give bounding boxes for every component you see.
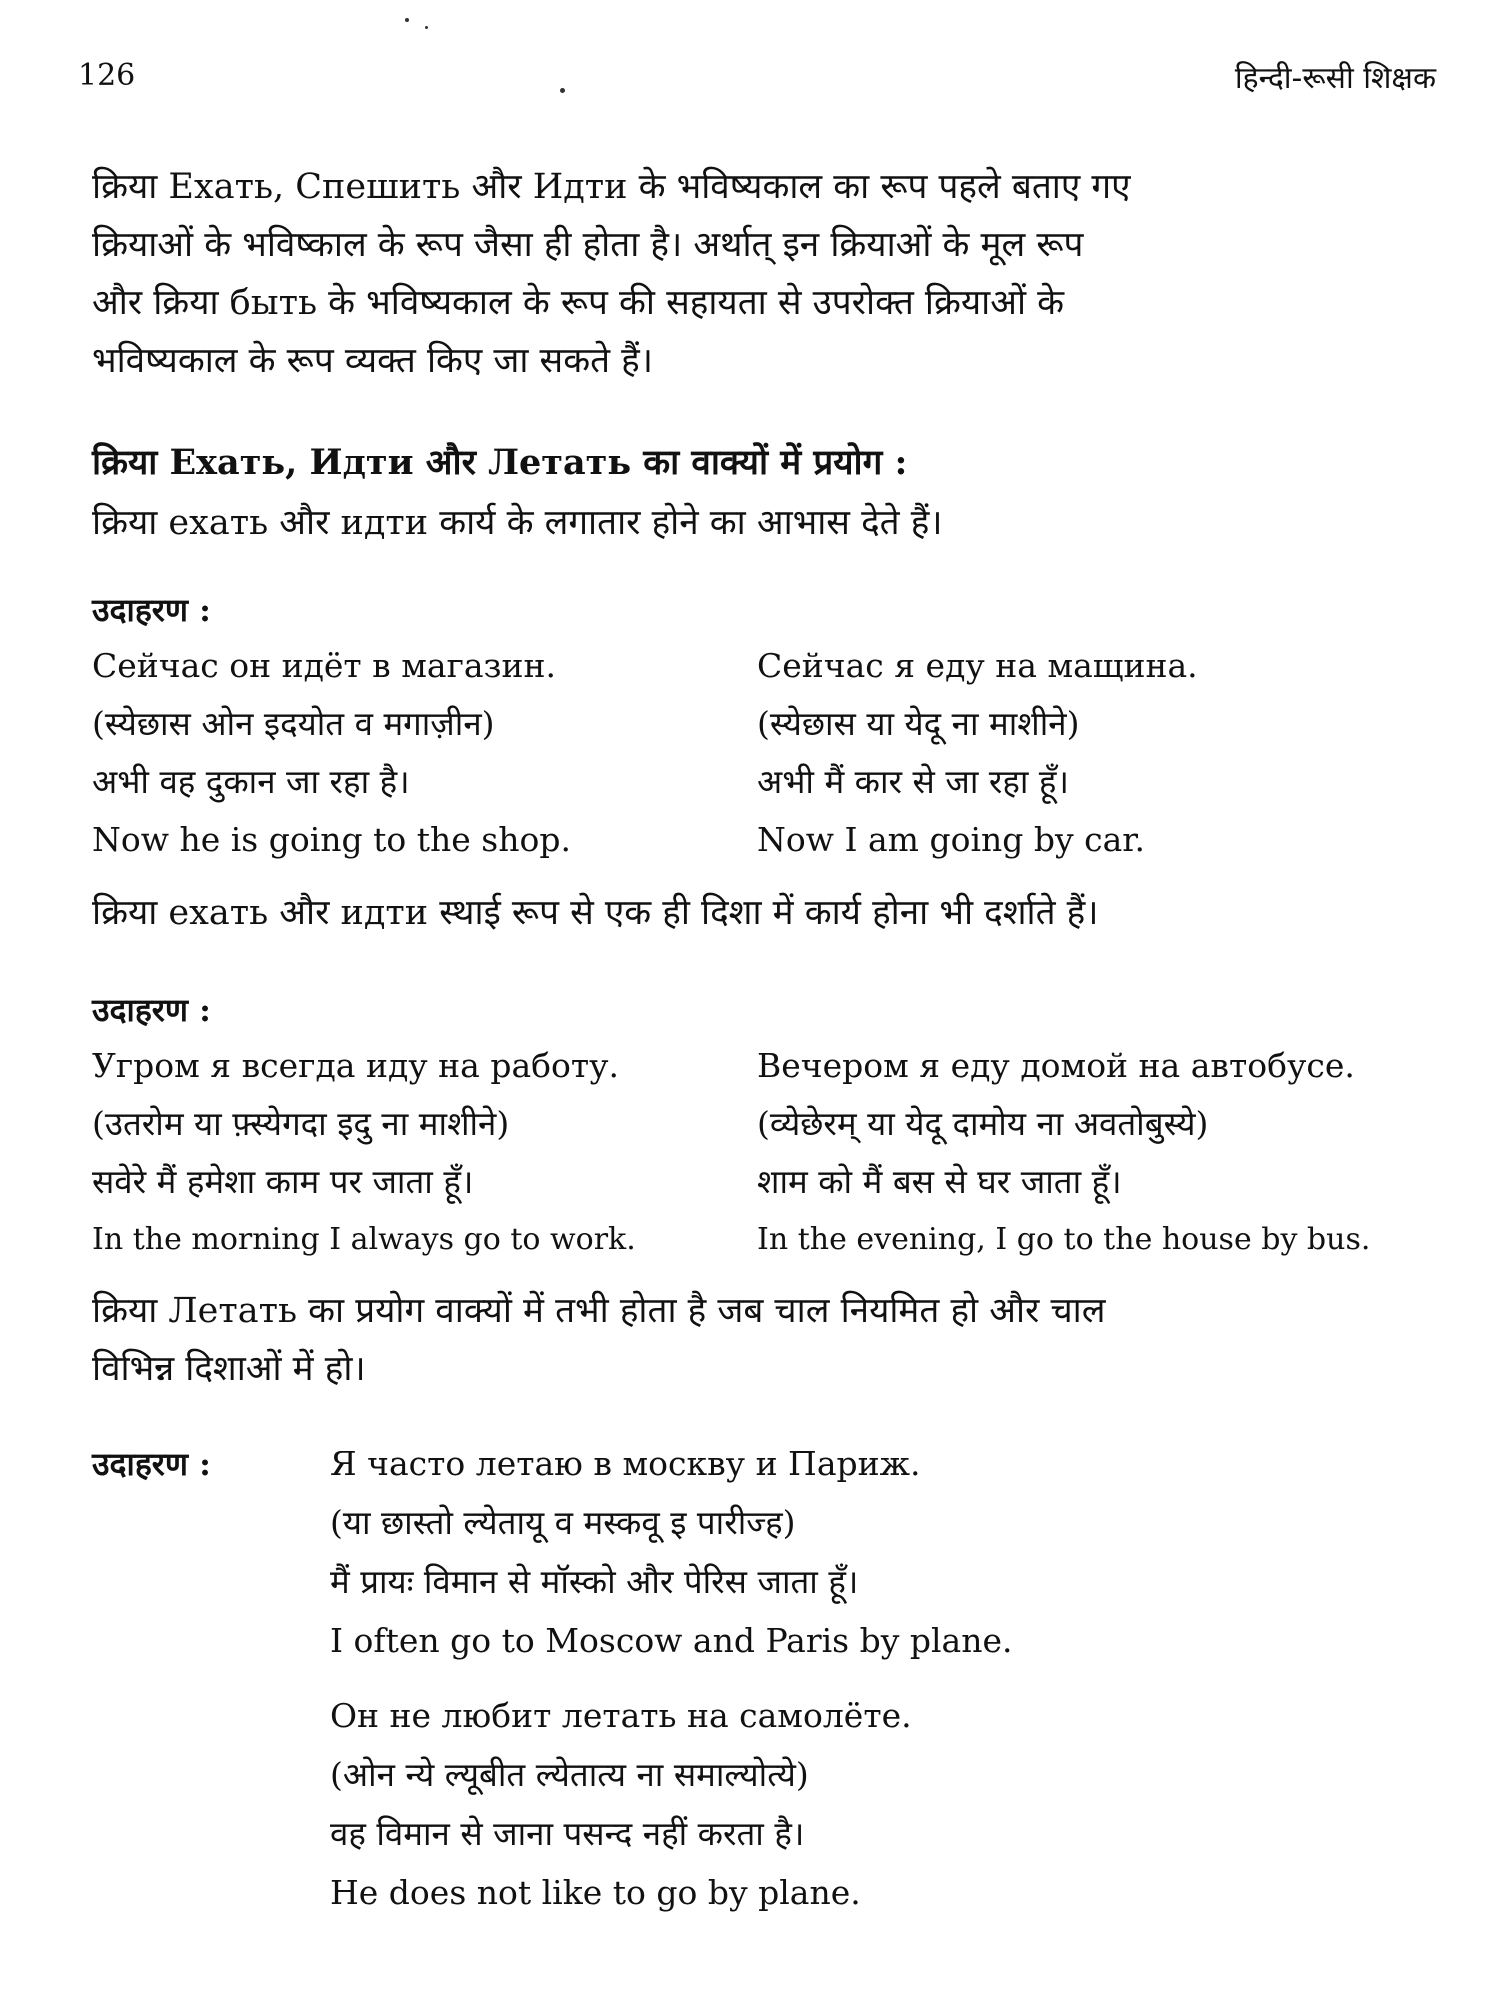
russian-sentence: Он не любит летать на самолёте.	[330, 1696, 912, 1735]
example-right-column	[757, 1037, 1370, 1269]
transliteration: (ओन न्ये ल्यूबीत ल्येतात्य ना समाल्योत्ये)	[330, 1755, 809, 1794]
example-label: उदाहरण :	[92, 591, 211, 629]
hindi-translation: शाम को मैं बस से घर जाता हूँ।	[757, 1162, 1122, 1201]
transliteration: (स्येछास या येदू ना माशीने)	[757, 704, 1080, 743]
paragraph-line: विभिन्न दिशाओं में हो।	[92, 1349, 366, 1389]
example-label: उदाहरण :	[92, 1445, 211, 1483]
example-block-one	[330, 1434, 1013, 1670]
paragraph-line: क्रिया Летать का प्रयोग वाक्यों में तभी होता है जब चाल नियमित हो और चाल	[92, 1291, 1106, 1331]
english-translation: I often go to Moscow and Paris by plane.	[330, 1621, 1013, 1660]
scan-speck	[405, 18, 409, 22]
russian-sentence: Сейчас он идёт в магазин.	[92, 646, 557, 685]
transliteration: (या छास्तो ल्येतायू व मस्कवू इ पारीज्ह)	[330, 1503, 796, 1542]
transliteration: (स्येछास ओन इदयोत व मगाज़ीन)	[92, 704, 495, 743]
russian-sentence: Я часто летаю в москву и Париж.	[330, 1444, 921, 1483]
example-label: उदाहरण :	[92, 991, 211, 1029]
intro-paragraph	[92, 158, 1462, 390]
example-left-column	[92, 637, 571, 869]
paragraph-three	[92, 1282, 1462, 1398]
paragraph-line: और क्रिया быть के भविष्यकाल के रूप की सहायता से उपरोक्त क्रियाओं के	[92, 283, 1064, 323]
example-right-column	[757, 637, 1198, 869]
example-block-two	[330, 1686, 912, 1922]
example-left-column	[92, 1037, 636, 1269]
page-number: 126	[78, 58, 136, 93]
russian-sentence: Угром я всегда иду на работу.	[92, 1046, 620, 1085]
paragraph-line: क्रियाओं के भविष्काल के रूप जैसा ही होता है। अर्थात् इन क्रियाओं के मूल रूप	[92, 225, 1084, 265]
hindi-translation: अभी वह दुकान जा रहा है।	[92, 762, 410, 801]
hindi-translation: अभी मैं कार से जा रहा हूँ।	[757, 762, 1069, 801]
transliteration: (उतरोम या फ़्स्येगदा इदु ना माशीने)	[92, 1104, 510, 1143]
russian-sentence: Сейчас я еду на мащина.	[757, 646, 1198, 685]
scan-speck	[560, 88, 565, 93]
transliteration: (व्येछेरम् या येदू दामोय ना अवतोबुस्ये)	[757, 1104, 1209, 1143]
section-intro: क्रिया ехать और идти कार्य के लगातार होने का आभास देते हैं।	[92, 503, 943, 543]
section-heading: क्रिया Ехать, Идти और Летать का वाक्यों में प्रयोग :	[92, 442, 908, 483]
russian-sentence: Вечером я еду домой на автобусе.	[757, 1046, 1355, 1085]
scan-speck	[425, 26, 428, 29]
paragraph-line: भविष्यकाल के रूप व्यक्त किए जा सकते हैं।	[92, 341, 654, 381]
english-translation: In the morning I always go to work.	[92, 1222, 636, 1257]
english-translation: Now I am going by car.	[757, 820, 1145, 859]
hindi-translation: मैं प्रायः विमान से मॉस्को और पेरिस जाता हूँ।	[330, 1562, 859, 1601]
hindi-translation: सवेरे मैं हमेशा काम पर जाता हूँ।	[92, 1162, 474, 1201]
english-translation: He does not like to go by plane.	[330, 1873, 861, 1912]
hindi-translation: वह विमान से जाना पसन्द नहीं करता है।	[330, 1814, 805, 1853]
book-title: हिन्दी-रूसी शिक्षक	[1234, 61, 1436, 96]
english-translation: In the evening, I go to the house by bus.	[757, 1222, 1371, 1257]
english-translation: Now he is going to the shop.	[92, 820, 571, 859]
paragraph-line: क्रिया Ехать, Спешить और Идти के भविष्यकाल का रूप पहले बताए गए	[92, 167, 1131, 207]
paragraph-two: क्रिया ехать और идти स्थाई रूप से एक ही दिशा में कार्य होना भी दर्शाते हैं।	[92, 893, 1099, 933]
